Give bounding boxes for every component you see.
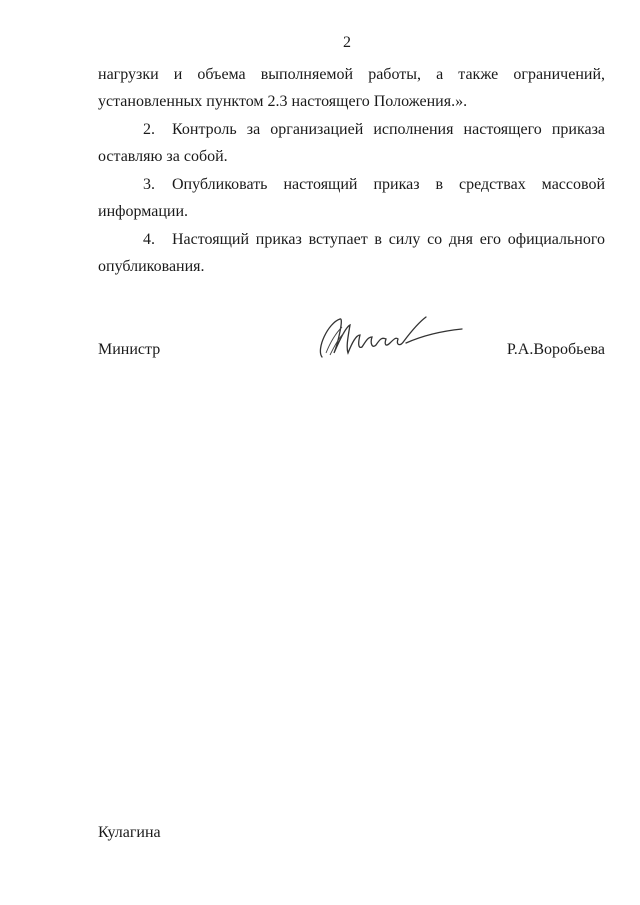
item-number: 2. bbox=[143, 121, 155, 138]
item-text: Опубликовать настоящий приказ в средствах массовой bbox=[172, 176, 605, 193]
item-text-continued: оставляю за собой. bbox=[98, 147, 228, 165]
item-text-continued: опубликования. bbox=[98, 257, 205, 275]
executor-name: Кулагина bbox=[98, 824, 161, 841]
paragraph-line: нагрузки и объема выполняемой работы, а также ограничений, bbox=[98, 66, 605, 83]
item-text: Настоящий приказ вступает в силу со дня его официального bbox=[172, 231, 605, 248]
document-body bbox=[98, 62, 605, 280]
handwritten-signature bbox=[314, 313, 464, 363]
list-item-4 bbox=[98, 227, 605, 254]
item-text-continued: информации. bbox=[98, 202, 189, 220]
page-number: 2 bbox=[343, 34, 351, 51]
signer-title: Министр bbox=[98, 341, 161, 358]
list-item-3 bbox=[98, 172, 605, 199]
item-number: 3. bbox=[143, 176, 155, 193]
item-text: Контроль за организацией исполнения настоящего приказа bbox=[172, 121, 605, 138]
item-number: 4. bbox=[143, 231, 155, 248]
paragraph-line: установленных пунктом 2.3 настоящего Положения.». bbox=[98, 92, 468, 110]
signer-name: Р.А.Воробьева bbox=[506, 341, 605, 358]
signature-block bbox=[98, 341, 605, 371]
list-item-2 bbox=[98, 117, 605, 144]
